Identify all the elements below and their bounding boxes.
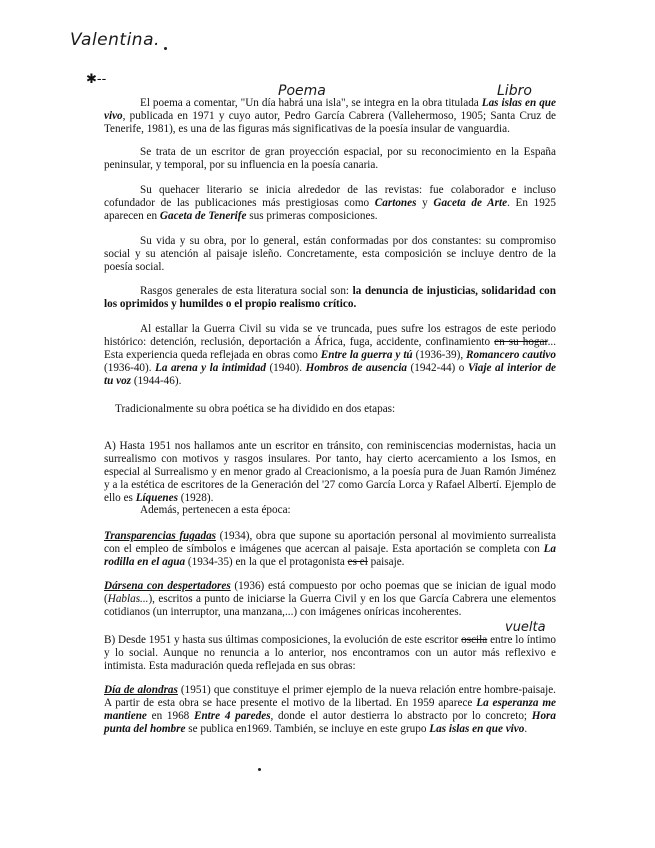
text-run-bold: la denuncia de injusticias, solidaridad con los oprimidos y humildes o el propio realismo crítico. (104, 285, 556, 310)
paragraph-civil-war (104, 323, 556, 388)
text-run: entre lo íntimo y lo social. Aunque no renuncia a lo anterior, nos encontramos con un autor más reflexivo e intimista. Esta maduración queda reflejada en sus obras: (104, 634, 556, 672)
text-run: paisaje. (367, 556, 405, 568)
work-title: Hombros de ausencia (305, 362, 408, 374)
work-title: La arena y la intimidad (155, 362, 266, 374)
text-run: (1942-44) o (407, 362, 468, 374)
paragraph-text: Se trata de un escritor de gran proyección espacial, por su reconocimiento en la España peninsular, y temporal, por su influencia en la poesía canaria. (104, 146, 556, 171)
text-run: se publica en1969. También, se incluye en este grupo (185, 723, 430, 735)
paragraph-projection (104, 146, 556, 172)
text-run: (1940). (265, 362, 306, 374)
text-run: (1934-35) en la que el protagonista (185, 556, 348, 568)
paragraph-constants (104, 235, 556, 274)
handwritten-note-poema: Poema (278, 83, 326, 99)
work-title: Dársena con despertadores (104, 580, 231, 592)
stray-dot (258, 768, 261, 771)
text-run: . (524, 723, 528, 735)
handwritten-name: Valentina. (70, 30, 160, 50)
text-run: . En 1925 aparecen en (104, 197, 556, 222)
paragraph-transparencias (104, 530, 556, 569)
handwritten-note-vuelta: vuelta (505, 620, 546, 635)
work-title: La rodilla en el agua (104, 543, 556, 568)
text-run: (1936-40). (104, 362, 156, 374)
text-run: ... Esta experiencia queda reflejada en obras como (104, 336, 556, 361)
paragraph-stage-b (104, 634, 556, 673)
work-title: Líquenes (135, 492, 178, 504)
struck-text: en su hogar (494, 336, 548, 348)
work-title: Entre 4 paredes (193, 710, 271, 722)
paragraph-intro (104, 97, 556, 136)
work-title: Las islas en que vivo (429, 723, 525, 735)
handwritten-note-libro: Libro (497, 83, 532, 99)
text-run: y (416, 197, 434, 209)
paragraph-dia-de-alondras (104, 684, 556, 736)
text-run: (1936) está compuesto por ocho poemas que se inician de igual modo ( (104, 580, 556, 605)
paragraph-era-works-intro (140, 504, 592, 517)
work-title: Día de alondras (104, 684, 178, 696)
paragraph-text: Su vida y su obra, por lo general, están conformadas por dos constantes: su compromiso social y su atención al paisaje isleño. Concretamente, esta composición se incluye dentro de la poesía social. (104, 235, 556, 273)
paragraph-text: Tradicionalmente su obra poética se ha dividido en dos etapas: (115, 403, 396, 415)
text-run: (1928). (177, 492, 214, 504)
work-title: Gaceta de Tenerife (159, 210, 247, 222)
text-run: (1944-46). (131, 375, 182, 387)
text-run: ), escritos a punto de iniciarse la Guerra Civil y en los que García Cabrera une elementos cotidianos (un interruptor, una manzana,...) con imágenes oníricas incoherentes. (104, 593, 556, 618)
struck-text: oscila (461, 634, 488, 646)
work-title: Gaceta de Arte (433, 197, 508, 209)
text-run: Su quehacer literario se inicia alrededor de las revistas: fue colaborador e incluso cofundador de las publicaciones más prestigiosas como (104, 184, 556, 209)
text-run: (1934), obra que supone su aportación personal al movimiento surrealista con el empleo de símbolos e imágenes que acercan al paisaje. Esta aportación se completa con (104, 530, 556, 555)
text-run: en 1968 (146, 710, 194, 722)
work-title: Viaje al interior de tu voz (104, 362, 557, 387)
text-run: (1951) que constituye el primer ejemplo de la nueva relación entre hombre-paisaje. A partir de esta obra se hace presente el motivo de la libertad. En 1959 aparece (104, 684, 556, 709)
paragraph-stages-intro (115, 403, 567, 416)
paragraph-stage-a (104, 440, 556, 505)
text-run: El poema a comentar, "Un día habrá una isla", se integra en la obra titulada (140, 97, 482, 109)
work-title: Las islas en que vivo (104, 97, 556, 122)
paragraph-journals (104, 184, 556, 223)
paragraph-social-traits (104, 285, 556, 311)
stray-dot (164, 47, 167, 50)
text-run: (1936-39), (412, 349, 467, 361)
work-title: La esperanza me mantiene (104, 697, 556, 722)
text-run: Rasgos generales de esta literatura social son: (140, 285, 353, 297)
work-title: Transparencias fugadas (104, 530, 217, 542)
work-title: Cartones (374, 197, 417, 209)
text-run: , publicada en 1971 y cuyo autor, Pedro García Cabrera (Vallehermoso, 1905; Santa Cruz de Tenerife, 1981), es una de las figuras más significativas de la poesía insular de vanguardia. (104, 110, 556, 135)
struck-text: es el (347, 556, 368, 568)
paragraph-darsena (104, 580, 556, 619)
text-run: , donde el autor destierra lo abstracto por lo concreto; (270, 710, 532, 722)
paragraph-text: Además, pertenecen a esta época: (140, 504, 291, 516)
text-run: sus primeras composiciones. (246, 210, 378, 222)
text-run-italic: Hablas... (107, 593, 149, 605)
work-title: Entre la guerra y tú (320, 349, 413, 361)
text-run: A) Hasta 1951 nos hallamos ante un escritor en tránsito, con reminiscencias modernistas, hacia un surrealismo con motivos y rasgos insulares. Por tanto, hay cierto acercamiento a los Ismos, en especial al Surrealismo y en menor grado al Creacionismo, a la poesía pura de Juan Ramón Jiménez y a la estética de escritores de la Generación del '27 como García Lorca y Rafael Albertí. Ejemplo de ello es (104, 440, 556, 504)
text-run: Al estallar la Guerra Civil su vida se ve truncada, pues sufre los estragos de este periodo histórico: detención, reclusión, deportación a África, fuga, accidente, confinamiento (104, 323, 556, 348)
work-title: Hora punta del hombre (104, 710, 557, 735)
text-run: B) Desde 1951 y hasta sus últimas composiciones, la evolución de este escritor (104, 634, 462, 646)
work-title: Romancero cautivo (466, 349, 556, 361)
handwritten-bullet-mark: ✱-- (86, 72, 107, 87)
